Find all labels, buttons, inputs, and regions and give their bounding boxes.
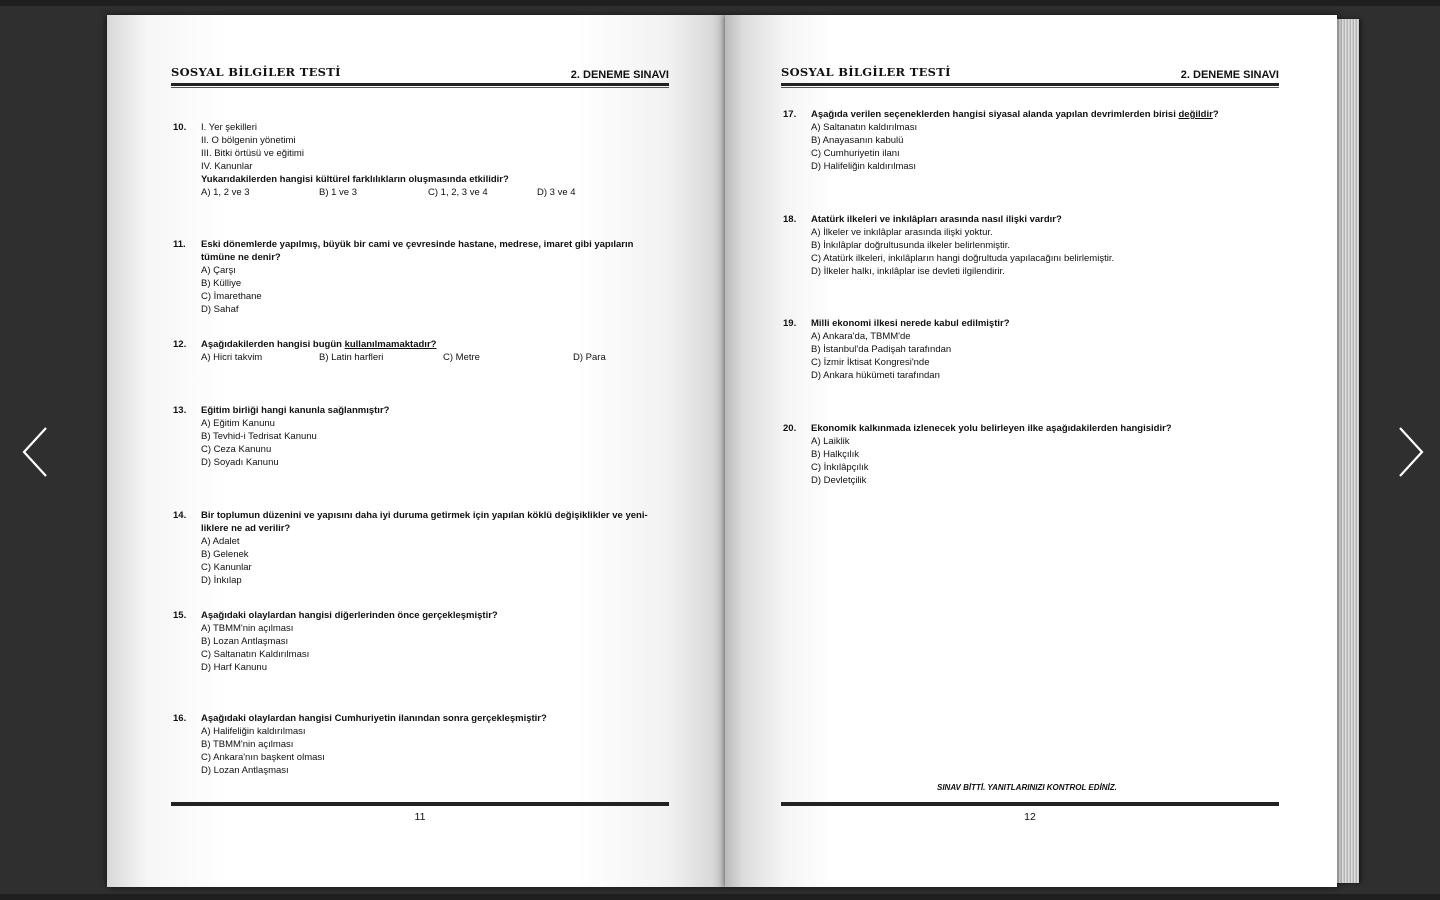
page-number: 12 — [1024, 811, 1036, 823]
option-a[interactable]: A) Eğitim Kanunu — [201, 418, 275, 429]
option-c[interactable]: C) 1, 2, 3 ve 4 — [428, 187, 488, 198]
option-d[interactable]: D) İlkeler halkı, inkılâplar ise devleti ilgilendirir. — [811, 266, 1005, 277]
question-text: Ekonomik kalkınmada izlenecek yolu belirleyen ilke aşağıdakilerden hangisidir? — [811, 423, 1172, 434]
page-header — [781, 65, 1279, 87]
book-spread — [107, 15, 1359, 887]
option-b[interactable]: B) Anayasanın kabulü — [811, 135, 904, 146]
statement-item: IV. Kanunlar — [201, 161, 253, 172]
right-page[interactable] — [725, 15, 1337, 887]
question-text: Eğitim birliği hangi kanunla sağlanmıştır? — [201, 405, 390, 416]
question-16 — [173, 712, 669, 778]
question-11 — [173, 238, 669, 318]
question-text: Milli ekonomi ilkesi nerede kabul edilmiştir? — [811, 318, 1010, 329]
option-b[interactable]: B) İstanbul'da Padişah tarafından — [811, 344, 952, 355]
viewer-top-bar — [0, 0, 1440, 6]
question-number: 17. — [783, 109, 797, 120]
page-edges — [1335, 19, 1359, 883]
left-page[interactable] — [107, 15, 725, 887]
question-text: Yukarıdakilerden hangisi kültürel farklılıkların oluşmasında etkilidir? — [201, 174, 509, 185]
question-14 — [173, 509, 669, 589]
question-number: 19. — [783, 318, 797, 329]
question-number: 13. — [173, 405, 187, 416]
option-d[interactable]: D) Soyadı Kanunu — [201, 457, 279, 468]
option-a[interactable]: A) Hicri takvim — [201, 352, 263, 363]
option-c[interactable]: C) Saltanatın Kaldırılması — [201, 649, 310, 660]
option-a[interactable]: A) Ankara'da, TBMM'de — [811, 331, 911, 342]
option-c[interactable]: C) İmarethane — [201, 291, 262, 302]
chevron-left-icon — [16, 420, 56, 484]
option-d[interactable]: D) Sahaf — [201, 304, 239, 315]
option-d[interactable]: D) Harf Kanunu — [201, 662, 268, 673]
option-c[interactable]: C) Ceza Kanunu — [201, 444, 272, 455]
question-19 — [783, 317, 1279, 383]
option-d[interactable]: D) Lozan Antlaşması — [201, 765, 289, 776]
option-c[interactable]: C) İzmir İktisat Kongresi'nde — [811, 357, 930, 368]
question-number: 16. — [173, 713, 187, 724]
option-a[interactable]: A) 1, 2 ve 3 — [201, 187, 250, 198]
option-a[interactable]: A) Adalet — [201, 536, 240, 547]
underlined-word: kullanılmamaktadır? — [344, 339, 437, 350]
option-c[interactable]: C) İnkılâpçılık — [811, 462, 869, 473]
option-c[interactable]: C) Atatürk ilkeleri, inkılâpların hangi doğrultuda yapılacağını belirlemiştir. — [811, 253, 1115, 264]
statement-item: I. Yer şekilleri — [201, 122, 257, 133]
option-b[interactable]: B) Gelenek — [201, 549, 249, 560]
option-d[interactable]: D) Para — [573, 352, 606, 363]
question-number: 10. — [173, 122, 187, 133]
question-12 — [173, 338, 669, 366]
header-rule — [171, 83, 669, 86]
question-text: Eski dönemlerde yapılmış, büyük bir cami ve çevresinde hastane, medrese, imaret gibi yapıların — [201, 239, 634, 250]
option-b[interactable]: B) İnkılâplar doğrultusunda ilkeler belirlenmiştir. — [811, 240, 1011, 251]
option-a[interactable]: A) TBMM'nin açılması — [201, 623, 294, 634]
option-b[interactable]: B) Tevhid-i Tedrisat Kanunu — [201, 431, 317, 442]
chevron-right-icon — [1390, 420, 1430, 484]
question-17 — [783, 108, 1279, 174]
option-b[interactable]: B) Latin harfleri — [319, 352, 384, 363]
previous-page-button[interactable] — [16, 420, 56, 484]
option-a[interactable]: A) Saltanatın kaldırılması — [811, 122, 918, 133]
question-number: 12. — [173, 339, 187, 350]
exam-label: 2. DENEME SINAVI — [570, 69, 669, 81]
question-text: Bir toplumun düzenini ve yapısını daha iyi duruma getirmek için yapılan köklü değişiklikler ve yeni- — [201, 510, 648, 521]
option-d[interactable]: D) Devletçilik — [811, 475, 867, 486]
statement-item: III. Bitki örtüsü ve eğitimi — [201, 148, 304, 159]
option-a[interactable]: A) Laiklik — [811, 436, 850, 447]
header-rule-thin — [781, 87, 1279, 88]
underlined-word: değildir — [1178, 109, 1213, 120]
statement-item: II. O bölgenin yönetimi — [201, 135, 296, 146]
question-number: 11. — [173, 239, 186, 250]
page-header — [171, 65, 669, 87]
question-20 — [783, 422, 1279, 488]
footer-rule — [781, 802, 1279, 806]
next-page-button[interactable] — [1390, 420, 1430, 484]
header-rule-thin — [171, 87, 669, 88]
option-a[interactable]: A) Çarşı — [201, 265, 236, 276]
option-c[interactable]: C) Cumhuriyetin ilanı — [811, 148, 900, 159]
question-text: tümüne ne denir? — [201, 252, 281, 263]
options-row — [201, 186, 669, 199]
question-text: liklere ne ad verilir? — [201, 523, 291, 534]
footer-rule — [171, 802, 669, 806]
question-number: 14. — [173, 510, 187, 521]
question-18 — [783, 213, 1279, 279]
question-15 — [173, 609, 669, 675]
test-title: SOSYAL BİLGİLER TESTİ — [171, 65, 341, 79]
question-10 — [173, 121, 669, 201]
option-b[interactable]: B) Külliye — [201, 278, 242, 289]
option-b[interactable]: B) TBMM'nin açılması — [201, 739, 294, 750]
option-b[interactable]: B) Halkçılık — [811, 449, 860, 460]
option-d[interactable]: D) 3 ve 4 — [537, 187, 576, 198]
options-row — [201, 351, 669, 364]
question-text: Aşağıdaki olaylardan hangisi Cumhuriyetin ilanından sonra gerçekleşmiştir? — [201, 713, 547, 724]
option-d[interactable]: D) İnkılap — [201, 575, 242, 586]
page-number: 11 — [414, 811, 426, 823]
option-b[interactable]: B) 1 ve 3 — [319, 187, 358, 198]
question-13 — [173, 404, 669, 470]
question-text: Aşağıda verilen seçeneklerden hangisi siyasal alanda yapılan devrimlerden birisi değildir? — [811, 109, 1219, 120]
exam-end-note: SINAV BİTTİ. YANITLARINIZI KONTROL EDİNİZ. — [937, 783, 1117, 792]
option-c[interactable]: C) Ankara'nın başkent olması — [201, 752, 325, 763]
option-a[interactable]: A) İlkeler ve inkılâplar arasında ilişki yoktur. — [811, 227, 993, 238]
option-d[interactable]: D) Ankara hükümeti tarafından — [811, 370, 940, 381]
test-title: SOSYAL BİLGİLER TESTİ — [781, 65, 951, 79]
viewer-bottom-bar — [0, 894, 1440, 900]
option-a[interactable]: A) Halifeliğin kaldırılması — [201, 726, 306, 737]
option-d[interactable]: D) Halifeliğin kaldırılması — [811, 161, 917, 172]
question-text: Aşağıdaki olaylardan hangisi diğerlerinden önce gerçekleşmiştir? — [201, 610, 498, 621]
question-text: Atatürk ilkeleri ve inkılâpları arasında nasıl ilişki vardır? — [811, 214, 1062, 225]
question-text: Aşağıdakilerden hangisi bugün kullanılmamaktadır? — [201, 339, 437, 350]
question-number: 18. — [783, 214, 797, 225]
exam-label: 2. DENEME SINAVI — [1180, 69, 1279, 81]
option-b[interactable]: B) Lozan Antlaşması — [201, 636, 289, 647]
option-c[interactable]: C) Kanunlar — [201, 562, 252, 573]
question-number: 15. — [173, 610, 187, 621]
option-c[interactable]: C) Metre — [443, 352, 480, 363]
question-number: 20. — [783, 423, 797, 434]
header-rule — [781, 83, 1279, 86]
